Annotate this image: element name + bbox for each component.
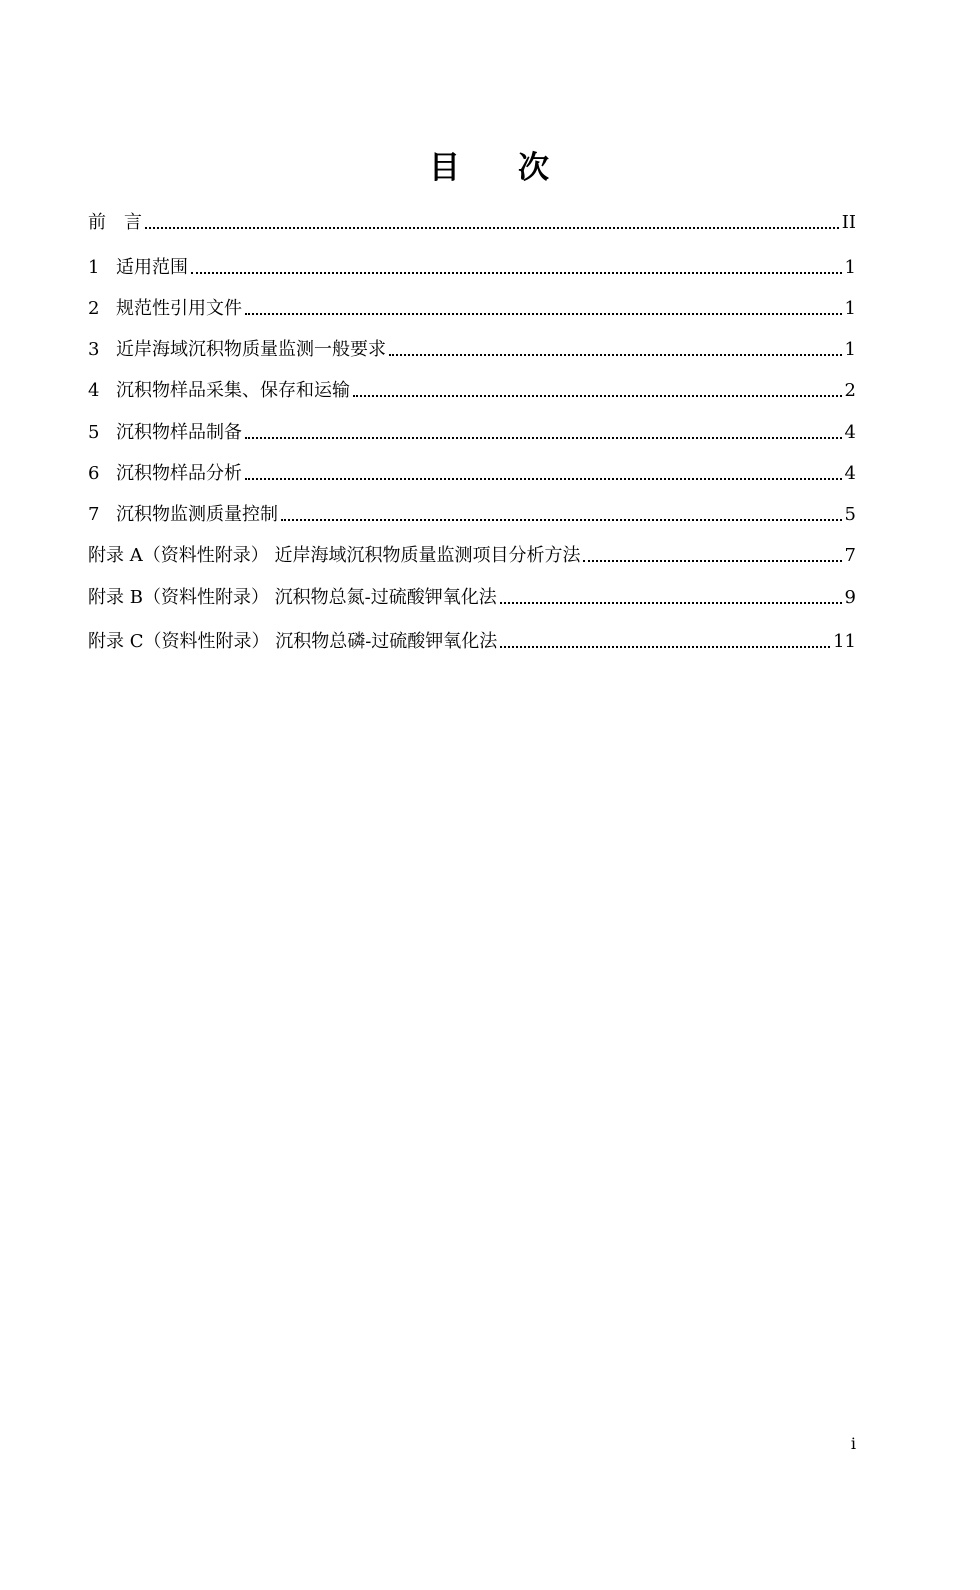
toc-entry-label <box>88 338 386 362</box>
title-char-2: 次 <box>518 150 551 186</box>
toc-entry-label: 附录 C（资料性附录） 沉积物总磷-过硫酸钾氧化法 <box>88 631 498 652</box>
toc-entry-7[interactable] <box>88 503 856 527</box>
toc-entry-label <box>88 256 188 280</box>
toc-page-number: 1 <box>844 257 856 278</box>
toc-entry-text: 适用范围 <box>116 257 188 278</box>
toc-page-number: 7 <box>844 545 856 566</box>
toc-entry-number: 7 <box>88 504 100 525</box>
toc-entry-1[interactable] <box>88 256 856 280</box>
toc-entry-number: 3 <box>88 339 100 360</box>
toc-page-number: 1 <box>844 298 856 319</box>
toc-page-number: 5 <box>844 504 856 525</box>
toc-entry-label <box>88 379 350 403</box>
dot-leader <box>583 560 841 562</box>
dot-leader <box>245 437 842 439</box>
toc-entry-appendix-c[interactable] <box>88 630 856 654</box>
toc-page-number: 4 <box>844 422 856 443</box>
toc-entry-text: 近岸海域沉积物质量监测一般要求 <box>116 339 386 360</box>
page-title <box>0 142 980 187</box>
toc-page-number: II <box>841 212 856 233</box>
toc-entry-label <box>88 503 278 527</box>
toc-entry-label: 前 言 <box>88 212 142 233</box>
toc-entry-appendix-a[interactable] <box>88 544 856 568</box>
toc-page-number: 2 <box>844 380 856 401</box>
toc-page-number: 9 <box>844 587 856 608</box>
dot-leader <box>245 313 842 315</box>
toc-entry-text: 规范性引用文件 <box>116 298 242 319</box>
toc-entry-text: 沉积物样品采集、保存和运输 <box>116 380 350 401</box>
toc-entry-2[interactable] <box>88 297 856 321</box>
toc-entry-number: 2 <box>88 298 100 319</box>
dot-leader <box>353 395 842 397</box>
toc-entry-label: 附录 B（资料性附录） 沉积物总氮-过硫酸钾氧化法 <box>88 587 497 608</box>
toc-entry-foreword[interactable] <box>88 211 856 235</box>
toc-entry-appendix-b[interactable] <box>88 586 856 610</box>
toc-entry-label <box>88 462 242 486</box>
toc-entry-number: 1 <box>88 257 100 278</box>
toc-entry-number: 5 <box>88 422 100 443</box>
title-char-1: 目 <box>429 150 462 186</box>
toc-entry-text: 沉积物监测质量控制 <box>116 504 278 525</box>
toc-page-number: 4 <box>844 463 856 484</box>
toc-entry-number: 6 <box>88 463 100 484</box>
toc-entry-4[interactable] <box>88 379 856 403</box>
toc-entry-3[interactable] <box>88 338 856 362</box>
dot-leader <box>389 354 842 356</box>
dot-leader <box>500 602 842 604</box>
toc-page-number: 1 <box>844 339 856 360</box>
toc-entry-5[interactable] <box>88 421 856 445</box>
dot-leader <box>145 227 839 229</box>
toc-entry-number: 4 <box>88 380 100 401</box>
dot-leader <box>281 519 842 521</box>
dot-leader <box>245 478 842 480</box>
toc-page-number: 11 <box>833 631 856 652</box>
toc-entry-label: 附录 A（资料性附录） 近岸海域沉积物质量监测项目分析方法 <box>88 545 581 566</box>
toc-entry-text: 沉积物样品制备 <box>116 422 242 443</box>
footer-page-number: i <box>850 1434 856 1453</box>
toc-entry-label <box>88 297 242 321</box>
toc-entry-text: 沉积物样品分析 <box>116 463 242 484</box>
toc-entry-label <box>88 421 242 445</box>
dot-leader <box>500 646 830 648</box>
dot-leader <box>191 272 842 274</box>
toc-entry-6[interactable] <box>88 462 856 486</box>
